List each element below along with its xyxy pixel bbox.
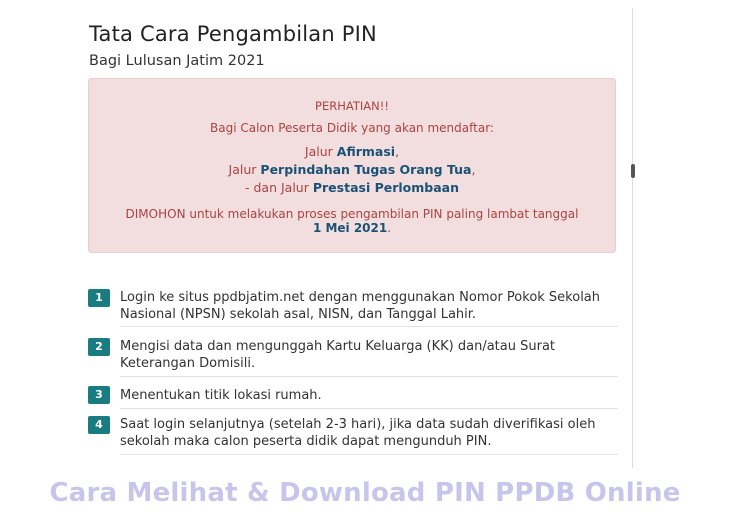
step-text: Mengisi data dan mengunggah Kartu Keluarga (KK) dan/atau Surat Keterangan Domisili. <box>120 339 556 371</box>
deadline-date: 1 Mei 2021 <box>312 221 388 235</box>
page-title: Tata Cara Pengambilan PIN <box>89 22 377 46</box>
alert-intro: Bagi Calon Peserta Didik yang akan mendaftar: <box>210 121 494 135</box>
alert-heading: PERHATIAN!! <box>315 99 389 113</box>
alert-deadline <box>89 221 615 235</box>
alert-route-achievement <box>89 180 615 195</box>
content-divider <box>632 8 633 468</box>
step-divider <box>120 408 618 409</box>
alert-route-affirmation <box>89 144 615 159</box>
route-name: Afirmasi <box>336 144 396 159</box>
route-name: Perpindahan Tugas Orang Tua <box>260 162 472 177</box>
route-suffix: , <box>395 144 400 159</box>
step-divider <box>120 376 618 377</box>
deadline-suffix: . <box>387 221 392 235</box>
step-number-badge: 3 <box>88 386 110 404</box>
route-prefix: - dan Jalur <box>245 180 313 195</box>
edge-marker <box>631 164 635 178</box>
step-number-badge: 2 <box>88 338 110 356</box>
step-text: Saat login selanjutnya (setelah 2-3 hari), jika data sudah diverifikasi oleh sekolah maka calon peserta didik dapat mengunduh PIN. <box>120 417 596 449</box>
route-name: Prestasi Perlombaan <box>312 180 459 195</box>
route-suffix: , <box>471 162 476 177</box>
route-prefix: Jalur <box>304 144 337 159</box>
page-subtitle: Bagi Lulusan Jatim 2021 <box>89 53 265 69</box>
step-number-badge: 1 <box>88 289 110 307</box>
alert-box <box>88 78 616 253</box>
step-text: Menentukan titik lokasi rumah. <box>120 388 322 403</box>
step-text: Login ke situs ppdbjatim.net dengan menggunakan Nomor Pokok Sekolah Nasional (NPSN) sekolah asal, NISN, dan Tanggal Lahir. <box>120 290 601 322</box>
step-divider <box>120 454 618 455</box>
route-prefix: Jalur <box>228 162 261 177</box>
alert-notice: DIMOHON untuk melakukan proses pengambilan PIN paling lambat tanggal <box>125 207 579 221</box>
step-divider <box>120 326 618 327</box>
alert-route-transfer <box>89 162 615 177</box>
watermark-caption: Cara Melihat & Download PIN PPDB Online <box>49 478 681 508</box>
step-number-badge: 4 <box>88 416 110 434</box>
